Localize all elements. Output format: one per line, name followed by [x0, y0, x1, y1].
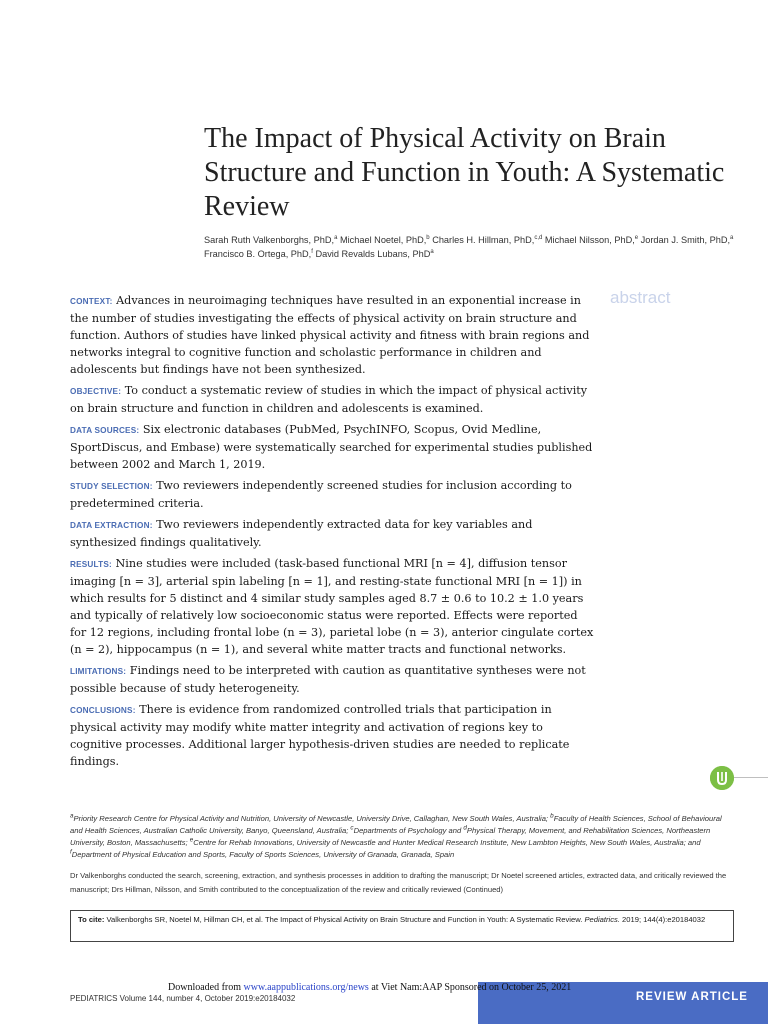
author-list: [204, 233, 744, 261]
abstract-section-label: RESULTS:: [70, 560, 112, 569]
abstract-section: [70, 477, 596, 512]
journal-footer: PEDIATRICS Volume 144, number 4, October 2019:e20184032: [70, 994, 296, 1003]
download-notice: [168, 982, 768, 993]
abstract-section-label: LIMITATIONS:: [70, 667, 127, 676]
cite-label: To cite:: [78, 915, 105, 924]
affiliation-mark: e: [189, 836, 194, 844]
author-name: Charles H. Hillman, PhD,: [432, 235, 535, 245]
abstract-section-label: OBJECTIVE:: [70, 387, 122, 396]
abstract-body: [70, 292, 596, 774]
affiliation-mark: b: [550, 812, 554, 820]
author-affiliation-mark: a: [430, 248, 434, 255]
abstract-section-label: STUDY SELECTION:: [70, 482, 153, 491]
author-affiliation-mark: c,d: [534, 234, 543, 241]
author-name: Michael Noetel, PhD,: [339, 235, 427, 245]
abstract-section: [70, 555, 596, 658]
review-article-label: REVIEW ARTICLE: [636, 991, 748, 1003]
author-name: Francisco B. Ortega, PhD,: [204, 249, 312, 259]
abstract-section-label: CONTEXT:: [70, 297, 113, 306]
open-access-logo-icon: [710, 766, 734, 790]
author-affiliation-mark: a: [334, 234, 338, 241]
author-affiliation-mark: a: [730, 234, 734, 241]
affiliation-mark: c: [350, 824, 354, 832]
cite-volume: 2019; 144(4):e20184032: [619, 915, 706, 924]
abstract-section-text: Nine studies were included (task-based functional MRI [n = 4], diffusion tensor imaging [n = 3], arterial spin labeling [n = 1], and resting-state functional MRI [n = 1]) in which results for 5 distinct and 4 similar study samples aged 8.7 ± 0.6 to 10.2 ± 1.0 years and typically of relatively low socioeconomic status were reported. Effects were reported for 12 regions, including frontal lobe (n = 3), parietal lobe (n = 3), anterior cingulate cortex (n = 2), hippocampus (n = 1), and several white matter tracts and functional networks.: [70, 557, 594, 656]
affiliation-mark: a: [70, 812, 74, 820]
abstract-section-text: There is evidence from randomized controlled trials that participation in physical activity may modify white matter integrity and activation of regions key to cognitive processes. Additional larger hypothesis-driven studies are needed to replicate findings.: [70, 703, 570, 768]
cite-journal: Pediatrics.: [584, 915, 620, 924]
author-contributions: Dr Valkenborghs conducted the search, screening, extraction, and synthesis processes in addition to drafting the manuscript; Dr Noetel screened articles, extracted data, and critically reviewed the manuscript; Drs Hillman, Nilsson, and Smith contributed to the conceptualization of the review and critically reviewed (Continued): [70, 871, 727, 894]
abstract-section-text: Findings need to be interpreted with caution as quantitative syntheses were not possible because of study heterogeneity.: [70, 664, 586, 695]
author-name: Sarah Ruth Valkenborghs, PhD,: [204, 235, 335, 245]
author-name: Michael Nilsson, PhD,: [544, 235, 635, 245]
logo-divider: [734, 777, 768, 778]
article-title: The Impact of Physical Activity on Brain Structure and Function in Youth: A Systematic Review: [204, 123, 725, 222]
affiliation-mark: f: [70, 848, 72, 856]
affiliation-text: Departments of Psychology and: [353, 826, 464, 835]
affiliation-mark: d: [463, 824, 467, 832]
author-name: David Revalds Lubans, PhD: [315, 249, 431, 259]
download-link[interactable]: www.aappublications.org/news: [243, 982, 369, 993]
abstract-section-label: DATA EXTRACTION:: [70, 521, 153, 530]
author-affiliation-mark: f: [311, 248, 313, 255]
affiliation-text: Department of Physical Education and Sports, Faculty of Sports Sciences, University of Granada, Granada, Spain: [71, 850, 455, 859]
abstract-section: [70, 701, 596, 770]
download-suffix: at Viet Nam:AAP Sponsored on October 25, 2021: [368, 982, 572, 993]
affiliation-text: Faculty of Health Sciences, School of Behavioural and Health Sciences, Australian Catholic University, Banyo, Queensland, Australia;: [70, 814, 722, 835]
abstract-section: [70, 662, 596, 697]
abstract-section-text: Six electronic databases (PubMed, PsychINFO, Scopus, Ovid Medline, SportDiscus, and Embase) were systematically searched for experimental studies published between 2002 and March 1, 2019.: [70, 423, 593, 471]
abstract-section-text: Two reviewers independently screened studies for inclusion according to predetermined criteria.: [70, 479, 572, 510]
abstract-label: abstract: [610, 288, 671, 307]
affiliation-text: Physical Therapy, Movement, and Rehabilitation Sciences, Northeastern University, Boston, Massachusetts;: [70, 826, 711, 847]
affiliations: [70, 813, 734, 861]
affiliation-text: Centre for Rehab Innovations, University of Newcastle and Hunter Medical Research Institute, New Lambton Heights, New South Wales, Australia; and: [193, 838, 701, 847]
author-affiliation-mark: e: [634, 234, 639, 241]
affiliation-text: Priority Research Centre for Physical Activity and Nutrition, University of Newcastle, University Drive, Callaghan, New South Wales, Australia;: [73, 814, 551, 823]
abstract-section-text: Advances in neuroimaging techniques have resulted in an exponential increase in the number of studies investigating the effects of physical activity on brain structure and function. Authors of studies have linked physical activity and fitness with brain regions and networks integral to cognitive function and scholastic performance in children and adolescents but findings have not been synthesized.: [70, 294, 590, 376]
abstract-section-text: Two reviewers independently extracted data for key variables and synthesized findings qualitatively.: [70, 518, 533, 549]
abstract-section: [70, 382, 596, 417]
abstract-section-text: To conduct a systematic review of studies in which the impact of physical activity on brain structure and function in children and adolescents is examined.: [70, 384, 588, 415]
author-affiliation-mark: b: [426, 234, 430, 241]
abstract-section: [70, 421, 596, 473]
download-prefix: Downloaded from: [168, 982, 244, 993]
abstract-section-label: DATA SOURCES:: [70, 426, 140, 435]
abstract-section: [70, 516, 596, 551]
cite-text: Valkenborghs SR, Noetel M, Hillman CH, et al. The Impact of Physical Activity on Brain Structure and Function in Youth: A Systematic Review.: [104, 915, 585, 924]
citation-box: [70, 910, 734, 942]
author-name: Jordan J. Smith, PhD,: [640, 235, 731, 245]
abstract-section: [70, 292, 596, 378]
abstract-section-label: CONCLUSIONS:: [70, 706, 136, 715]
